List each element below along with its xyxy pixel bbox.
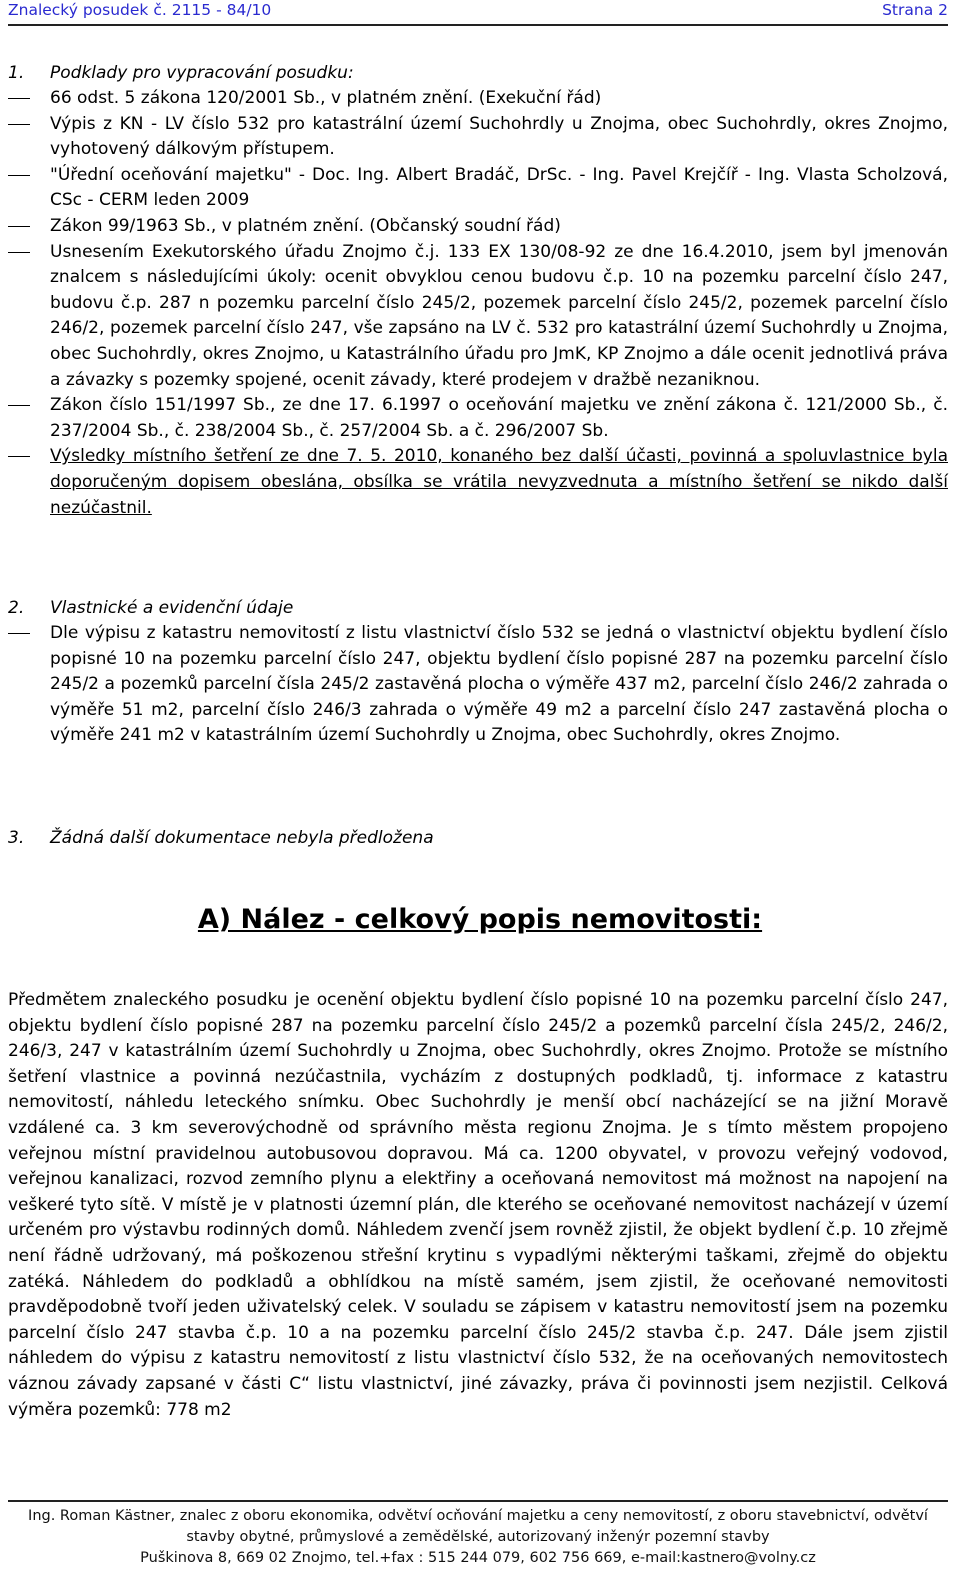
- list-item: Zákon číslo 151/1997 Sb., ze dne 17. 6.1997 o oceňování majetku ve znění zákona č. 121/2000 Sb., č. 237/2004 Sb., č. 238/2004 Sb., č. 257/2004 Sb. a č. 296/2007 Sb.: [8, 393, 948, 444]
- page-footer: [8, 1500, 948, 1569]
- section-3-title: Žádná další dokumentace nebyla předložena: [50, 828, 434, 848]
- list-item: Dle výpisu z katastru nemovitostí z listu vlastnictví číslo 532 se jedná o vlastnictví objektu bydlení číslo popisné 10 na pozemku parcelní číslo 247, objektu bydlení číslo popisné 287 na pozemku parcelní číslo 245/2 a pozemků parcelní čísla 245/2 zastavěná plocha o výměře 437 m2, parcelní číslo 246/2 zahrada o výměře 51 m2, parcelní číslo 246/3 zahrada o výměře 49 m2 a parcelní číslo 247 zastavěná plocha o výměře 241 m2 v katastrálním území Suchohrdly u Znojma, obec Suchohrdly, okres Znojmo.: [8, 621, 948, 749]
- section-2-heading: [8, 595, 948, 621]
- section-2: [8, 595, 948, 749]
- footer-line: Ing. Roman Kästner, znalec z oboru ekonomika, odvětví ocňování majetku a ceny nemovitostí, z oboru stavebnictví, odvětví: [28, 1508, 928, 1524]
- section-3: [8, 825, 948, 851]
- section-3-number: 3.: [8, 828, 25, 848]
- list-item: Výpis z KN - LV číslo 532 pro katastrální území Suchohrdly u Znojma, obec Suchohrdly, okres Znojmo, vyhotovený dálkovým přístupem.: [8, 112, 948, 163]
- list-item: Výsledky místního šetření ze dne 7. 5. 2010, konaného bez další účasti, povinná a spoluvlastnice byla doporučeným dopisem obeslána, obsílka se vrátila nevyzvednuta a místního šetření se nikdo další nezúčastnil.: [8, 444, 948, 521]
- finding-title: A) Nález - celkový popis nemovitosti:: [197, 904, 763, 935]
- section-1-heading: [8, 60, 948, 86]
- section-1-number: 1.: [8, 63, 25, 83]
- section-2-title: Vlastnické a evidenční údaje: [50, 598, 294, 618]
- list-item: 66 odst. 5 zákona 120/2001 Sb., v platném znění. (Exekuční řád): [8, 86, 948, 112]
- page-number: Strana 2: [882, 1, 948, 19]
- section-1-list: [8, 86, 948, 521]
- footer-line: Puškinova 8, 669 02 Znojmo, tel.+fax : 515 244 079, 602 756 669, e-mail:kastnero@volny.cz: [140, 1550, 816, 1566]
- list-item: Zákon 99/1963 Sb., v platném znění. (Občanský soudní řád): [8, 214, 948, 240]
- page-header: [8, 0, 948, 26]
- finding-heading: [0, 903, 960, 937]
- footer-line: stavby obytné, průmyslové a zemědělské, autorizovaný inženýr pozemní stavby: [186, 1529, 770, 1545]
- section-3-heading: [8, 825, 948, 851]
- list-item: Usnesením Exekutorského úřadu Znojmo č.j. 133 EX 130/08-92 ze dne 16.4.2010, jsem byl jmenován znalcem s následujícími úkoly: ocenit obvyklou cenou budovu č.p. 10 na pozemku parcelní číslo 247, budovu č.p. 287 n pozemku parcelní číslo 245/2, pozemek parcelní číslo 245/2, pozemek parcelní číslo 246/2, pozemek parcelní číslo 247, vše zapsáno na LV č. 532 pro katastrální území Suchohrdly u Znojma, obec Suchohrdly, okres Znojmo, u Katastrálního úřadu pro JmK, KP Znojmo a dále ocenit jednotlivá práva a závazky s pozemky spojené, ocenit závady, které prodejem v dražbě nezaniknou.: [8, 240, 948, 394]
- section-1-title: Podklady pro vypracování posudku:: [50, 63, 354, 83]
- section-2-number: 2.: [8, 598, 25, 618]
- section-2-list: [8, 621, 948, 749]
- list-item: "Úřední oceňování majetku" - Doc. Ing. Albert Bradáč, DrSc. - Ing. Pavel Krejčíř - Ing. Vlasta Scholzová, CSc - CERM leden 2009: [8, 163, 948, 214]
- section-1: [8, 60, 948, 521]
- document-title: Znalecký posudek č. 2115 - 84/10: [8, 1, 272, 19]
- finding-paragraph: Předmětem znaleckého posudku je ocenění objektu bydlení číslo popisné 10 na pozemku parcelní číslo 247, objektu bydlení číslo popisné 287 na pozemku parcelní číslo 245/2 a pozemků parcelní čísla 245/2, 246/2, 246/3, 247 v katastrálním území Suchohrdly u Znojma, obec Suchohrdly, okres Znojmo. Protože se místního šetření vlastnice a povinná nezúčastnila, vycházím z dostupných podkladů, tj. informace z katastru nemovitostí, náhledu leteckého snímku. Obec Suchohrdly je menší obcí nacházející se na jižní Moravě vzdálené ca. 3 km severovýchodně od správního města regionu Znojma. Je s tímto městem propojeno veřejnou místní pravidelnou autobusovou dopravou. Má ca. 1200 obyvatel, v provozu veřejný vodovod, veřejnou kanalizaci, rozvod zemního plynu a elektřiny a oceňovaná nemovitost má možnost na napojení na veškeré tyto sítě. V místě je v platnosti územní plán, dle kterého se oceňované nemovitost nacházejí v území určeném pro výstavbu rodinných domů. Náhledem zvenčí jsem rovněž zjistil, že objekt bydlení č.p. 10 zřejmě není řádně udržovaný, má poškozenou střešní krytinu s vypadlými některými taškami, zřejmě do objektu zatéká. Náhledem do podkladů a obhlídkou na místě samém, jsem zjistil, že oceňované nemovitosti pravděpodobně tvoří jeden uživatelský celek. V souladu se zápisem v katastru nemovitostí jsem na pozemku parcelní číslo 247 stavba č.p. 10 a na pozemku parcelní číslo 245/2 stavba č.p. 247. Dále jsem zjistil náhledem do výpisu z katastru nemovitostí z listu vlastnictví číslo 532, že na oceňovaných nemovitostech váznou závady zapsané v části C“ listu vlastnictví, jiné závazky, práva či povinnosti jsem nezjistil. Celková výměra pozemků: 778 m2: [8, 990, 948, 1420]
